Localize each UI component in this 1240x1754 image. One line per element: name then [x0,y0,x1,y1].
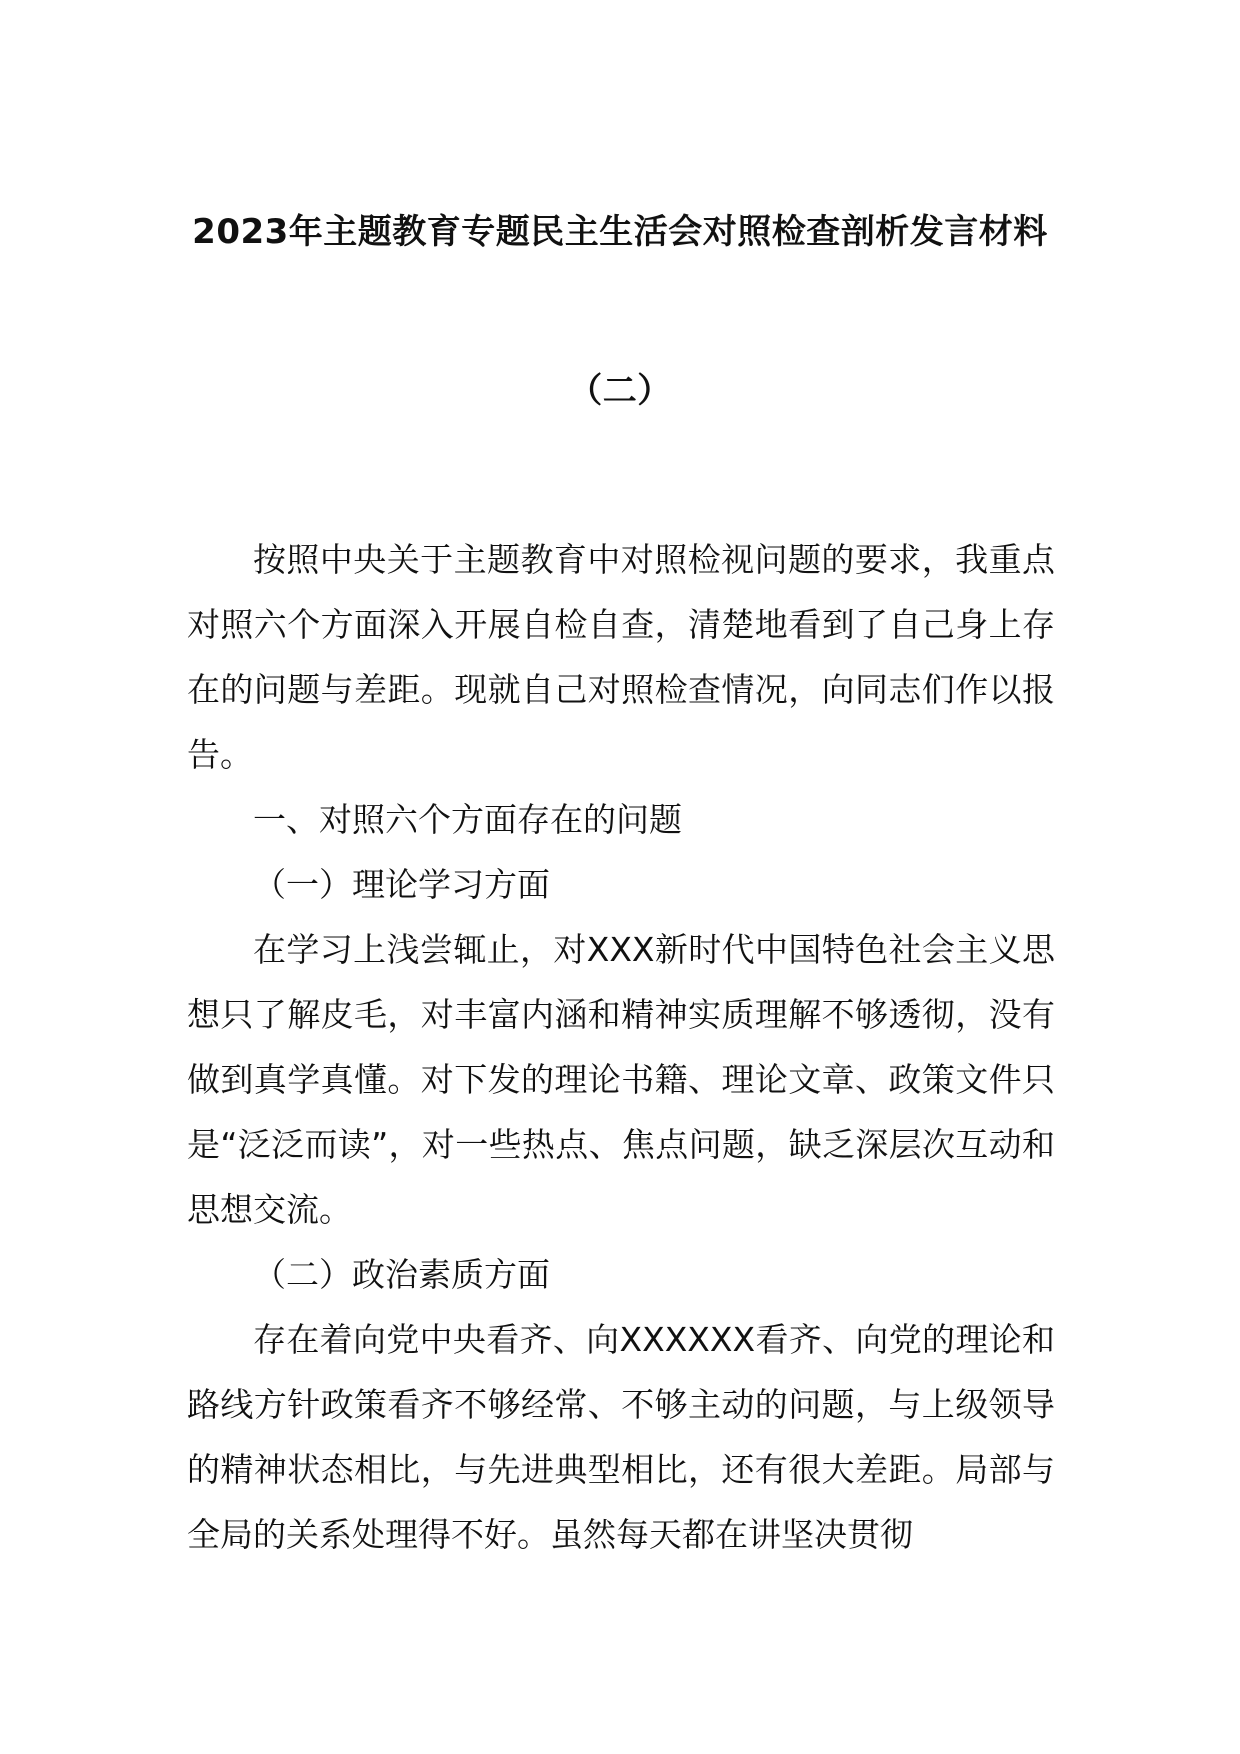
theory-paragraph: 在学习上浅尝辄止，对XXX新时代中国特色社会主义思想只了解皮毛，对丰富内涵和精神实质理解不够透彻，没有做到真学真懂。对下发的理论书籍、理论文章、政策文件只是“泛泛而读”，对一些热点、焦点问题，缺乏深层次互动和思想交流。 [187,930,1055,1229]
section-heading: 一、对照六个方面存在的问题 [253,800,682,839]
subsection-heading-theory: （一）理论学习方面 [253,865,550,904]
subsection-heading-politics: （二）政治素质方面 [253,1255,550,1294]
document-subtitle: （二） [568,371,672,411]
document-body [187,527,1055,1567]
politics-paragraph: 存在着向党中央看齐、向XXXXXX看齐、向党的理论和路线方针政策看齐不够经常、不够主动的问题，与上级领导的精神状态相比，与先进典型相比，还有很大差距。局部与全局的关系处理得不好。虽然每天都在讲坚决贯彻 [187,1320,1055,1554]
document-title: 2023年主题教育专题民主生活会对照检查剖析发言材料 [192,212,1048,252]
intro-paragraph: 按照中央关于主题教育中对照检视问题的要求，我重点对照六个方面深入开展自检自查，清楚地看到了自己身上存在的问题与差距。现就自己对照检查情况，向同志们作以报告。 [187,540,1055,774]
